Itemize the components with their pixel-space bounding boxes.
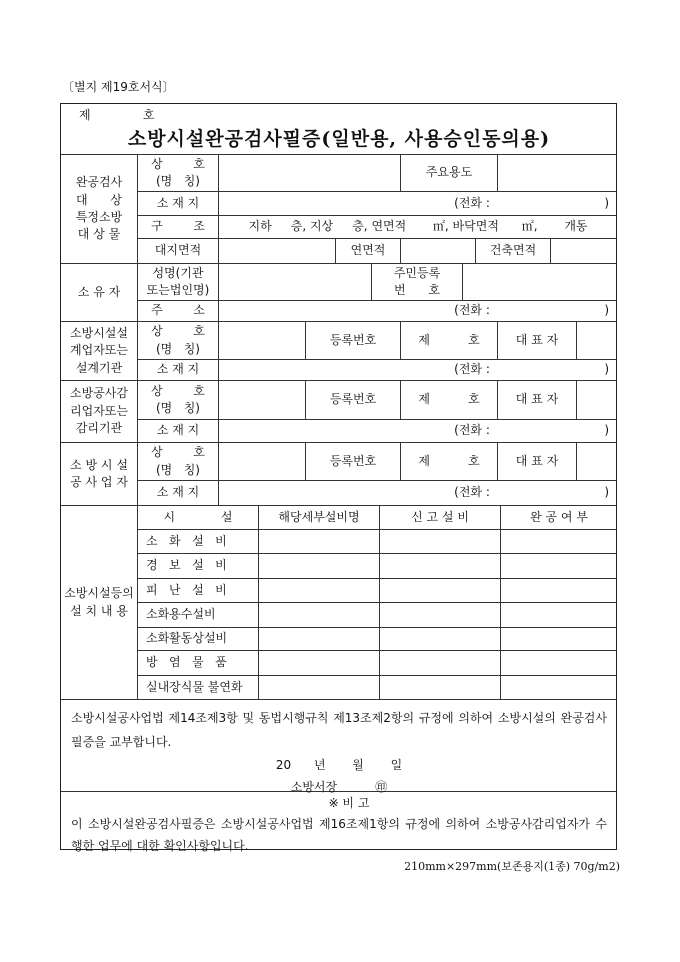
issuer-signature: 소방서장 ㊞	[290, 780, 388, 794]
construction-name-label: 상 호 (명 칭)	[138, 443, 219, 481]
supervision-rep-field[interactable]	[577, 381, 617, 420]
supervision-reg-label: 등록번호	[306, 381, 401, 420]
design-reg-field[interactable]: 제 호	[401, 322, 498, 360]
facility-reported-field[interactable]	[380, 554, 501, 579]
building-area-label: 건축면적	[476, 239, 551, 264]
facility-name: 방 염 물 품	[138, 651, 259, 676]
remarks	[61, 792, 617, 853]
construction-rep-label: 대 표 자	[498, 443, 577, 481]
design-section-label: 소방시설설 계업자또는 설계기관	[61, 322, 138, 381]
supervision-name-label: 상 호 (명 칭)	[138, 381, 219, 420]
construction-reg-label: 등록번호	[306, 443, 401, 481]
facility-completion-field[interactable]	[501, 651, 617, 676]
construction-location-field[interactable]: (전화 : )	[219, 481, 617, 506]
remarks-text: 이 소방시설완공검사필증은 소방시설공사업법 제16조제1항의 규정에 의하여 소방공사감리업자가 수행한 업무에 대한 확인사항입니다.	[71, 817, 607, 853]
issuance-statement	[61, 700, 617, 792]
issue-date: 20 년 월 일	[275, 758, 403, 772]
facility-detail-field[interactable]	[259, 579, 380, 603]
design-name-label: 상 호 (명 칭)	[138, 322, 219, 360]
statement-text: 소방시설공사업법 제14조제3항 및 동법시행규칙 제13조제2항의 규정에 의하여 소방시설의 완공검사필증을 교부합니다.	[71, 711, 607, 749]
cert-number-ho: 호	[143, 108, 155, 122]
supervision-rep-label: 대 표 자	[498, 381, 577, 420]
facility-reported-field[interactable]	[380, 628, 501, 651]
construction-reg-field[interactable]: 제 호	[401, 443, 498, 481]
facility-reported-field[interactable]	[380, 530, 501, 554]
structure-field[interactable]: 지하 층, 지상 층, 연면적 ㎡, 바닥면적 ㎡, 개동	[219, 216, 617, 239]
remarks-title: ※ 비 고	[328, 796, 370, 810]
target-name-field[interactable]	[219, 155, 401, 192]
supervision-section-label: 소방공사감 리업자또는 감리기관	[61, 381, 138, 443]
facilities-header: 해당세부설비명	[259, 506, 380, 530]
facility-completion-field[interactable]	[501, 554, 617, 579]
certificate-form	[60, 103, 617, 853]
design-name-field[interactable]	[219, 322, 306, 360]
facility-completion-field[interactable]	[501, 603, 617, 628]
owner-name-label: 성명(기관 또는법인명)	[138, 264, 219, 301]
page-title: 소방시설완공검사필증(일반용, 사용승인동의용)	[127, 128, 551, 150]
supervision-reg-field[interactable]: 제 호	[401, 381, 498, 420]
facility-detail-field[interactable]	[259, 651, 380, 676]
construction-location-label: 소 재 지	[138, 481, 219, 506]
main-use-field[interactable]	[498, 155, 617, 192]
facilities-header: 완 공 여 부	[501, 506, 617, 530]
owner-id-field[interactable]	[463, 264, 617, 301]
target-section-label: 완공검사 대 상 특정소방 대 상 물	[61, 155, 138, 264]
target-location-label: 소 재 지	[138, 192, 219, 216]
cert-number-je: 제	[79, 108, 91, 122]
owner-section-label: 소 유 자	[61, 264, 138, 322]
supervision-location-label: 소 재 지	[138, 420, 219, 443]
target-location-field[interactable]: (전화 : )	[219, 192, 617, 216]
facility-name: 소화용수설비	[138, 603, 259, 628]
facilities-header: 신 고 설 비	[380, 506, 501, 530]
building-area-field[interactable]	[551, 239, 617, 264]
facility-name: 소화활동상설비	[138, 628, 259, 651]
facility-reported-field[interactable]	[380, 651, 501, 676]
facilities-header: 시 설	[138, 506, 259, 530]
facility-completion-field[interactable]	[501, 579, 617, 603]
total-area-field[interactable]	[401, 239, 476, 264]
construction-name-field[interactable]	[219, 443, 306, 481]
main-use-label: 주요용도	[401, 155, 498, 192]
facility-name: 소 화 설 비	[138, 530, 259, 554]
facilities-section-label: 소방시설등의 설 치 내 용	[61, 506, 138, 700]
facility-completion-field[interactable]	[501, 676, 617, 700]
design-reg-label: 등록번호	[306, 322, 401, 360]
construction-section-label: 소 방 시 설 공 사 업 자	[61, 443, 138, 506]
supervision-location-field[interactable]: (전화 : )	[219, 420, 617, 443]
facility-completion-field[interactable]	[501, 628, 617, 651]
supervision-name-field[interactable]	[219, 381, 306, 420]
facility-detail-field[interactable]	[259, 554, 380, 579]
facility-name: 실내장식물 불연화	[138, 676, 259, 700]
facility-reported-field[interactable]	[380, 603, 501, 628]
site-area-field[interactable]	[219, 239, 336, 264]
facility-completion-field[interactable]	[501, 530, 617, 554]
construction-rep-field[interactable]	[577, 443, 617, 481]
target-name-label: 상 호 (명 칭)	[138, 155, 219, 192]
site-area-label: 대지면적	[138, 239, 219, 264]
design-location-field[interactable]: (전화 : )	[219, 360, 617, 381]
form-number: 〔별지 제19호서식〕	[62, 80, 175, 94]
facility-detail-field[interactable]	[259, 628, 380, 651]
facility-detail-field[interactable]	[259, 530, 380, 554]
paper-spec: 210mm×297mm(보존용지(1종) 70g/m2)	[404, 860, 620, 873]
design-rep-label: 대 표 자	[498, 322, 577, 360]
facility-detail-field[interactable]	[259, 676, 380, 700]
owner-address-field[interactable]: (전화 : )	[219, 301, 617, 322]
facility-name: 피 난 설 비	[138, 579, 259, 603]
facility-reported-field[interactable]	[380, 676, 501, 700]
total-area-label: 연면적	[336, 239, 401, 264]
owner-id-label: 주민등록 번 호	[372, 264, 463, 301]
design-rep-field[interactable]	[577, 322, 617, 360]
owner-name-field[interactable]	[219, 264, 372, 301]
owner-address-label: 주 소	[138, 301, 219, 322]
form-header	[61, 104, 617, 155]
facility-reported-field[interactable]	[380, 579, 501, 603]
structure-label: 구 조	[138, 216, 219, 239]
design-location-label: 소 재 지	[138, 360, 219, 381]
facility-detail-field[interactable]	[259, 603, 380, 628]
facility-name: 경 보 설 비	[138, 554, 259, 579]
